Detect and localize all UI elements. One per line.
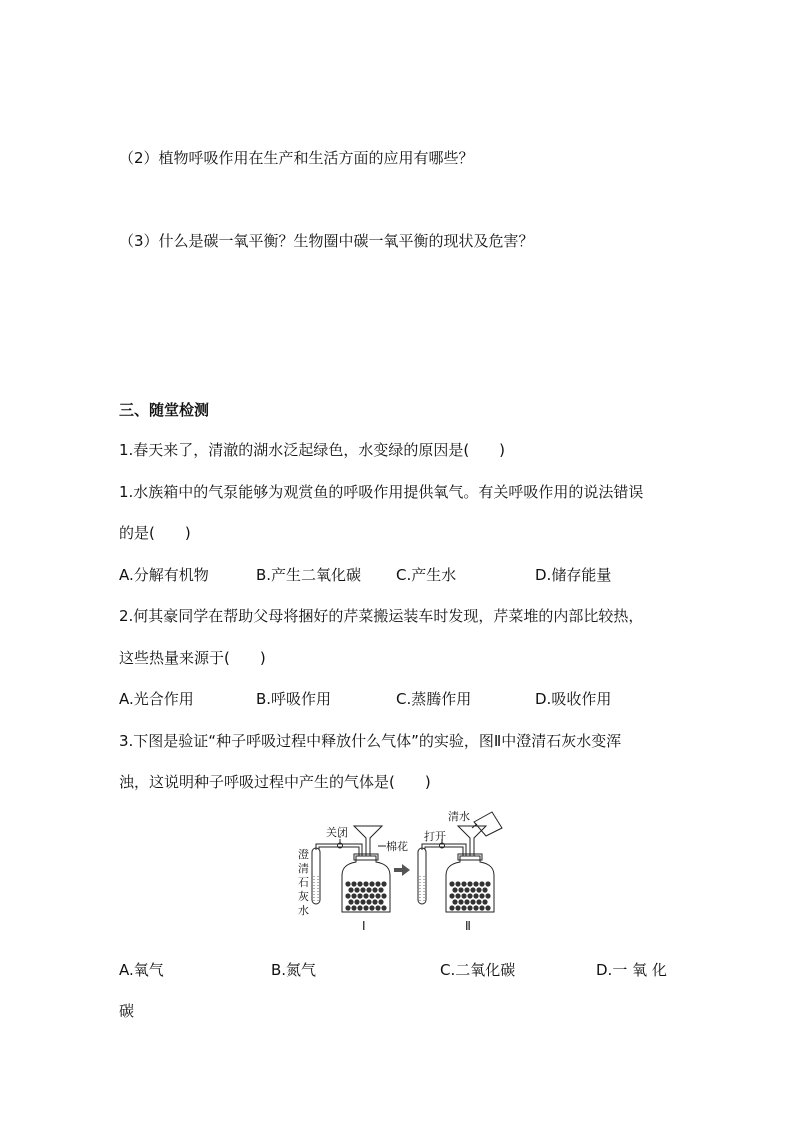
section-title: 三、随堂检测 (119, 401, 210, 419)
question-3-line1: 3.下图是验证“种子呼吸过程中释放什么气体”的实验，图Ⅱ中澄清石灰水变浑 (119, 732, 622, 750)
question-1a: 1.春天来了，清澈的湖水泛起绿色，水变绿的原因是( ) (119, 441, 506, 459)
figure-1-apparatus (312, 826, 390, 912)
q2-option-c: C.蒸腾作用 (396, 690, 472, 708)
q3-option-d: D.一 氧 化 (596, 961, 667, 979)
label-water: 清水 (448, 810, 470, 823)
q2-option-a: A.光合作用 (119, 690, 194, 708)
q2-option-b: B.呼吸作用 (256, 690, 332, 708)
q1b-option-d: D.储存能量 (535, 566, 612, 584)
label-lime-3: 石 (298, 876, 309, 889)
figure-2-seeds (449, 881, 490, 910)
q3-option-c: C.二氧化碳 (440, 961, 516, 979)
review-question-3: （3）什么是碳一氧平衡？生物圈中碳一氧平衡的现状及危害？ (119, 232, 534, 250)
label-lime-5: 水 (298, 904, 309, 917)
label-open: 打开 (424, 830, 446, 843)
q1b-option-c: C.产生水 (396, 566, 457, 584)
q3-option-a: A.氧气 (119, 961, 164, 979)
question-2-line1: 2.何其豪同学在帮助父母将捆好的芹菜搬运装车时发现，芹菜堆的内部比较热， (119, 607, 644, 625)
q3-option-b: B.氮气 (271, 961, 317, 979)
arrow-icon (394, 864, 410, 876)
label-lime-2: 清 (298, 862, 309, 875)
question-1b-line1: 1.水族箱中的气泵能够为观赏鱼的呼吸作用提供氧气。有关呼吸作用的说法错误 (119, 483, 644, 501)
label-closed: 关闭 (326, 826, 348, 839)
label-figure-2: Ⅱ (465, 919, 471, 933)
q3-option-d-continuation: 碳 (119, 1002, 135, 1020)
label-figure-1: Ⅰ (362, 919, 366, 933)
question-3-line2: 浊，这说明种子呼吸过程中产生的气体是( ) (119, 773, 431, 791)
label-cotton: 棉花 (386, 840, 408, 853)
question-2-line2: 这些热量来源于( ) (119, 649, 266, 667)
q1b-option-b: B.产生二氧化碳 (256, 566, 362, 584)
q1b-option-a: A.分解有机物 (119, 566, 209, 584)
label-lime-4: 灰 (298, 890, 309, 903)
review-question-2: （2）植物呼吸作用在生产和生活方面的应用有哪些？ (119, 149, 474, 167)
figure-1-seeds (345, 881, 386, 910)
label-lime-1: 澄 (298, 848, 309, 861)
experiment-figure (296, 806, 506, 936)
q2-option-d: D.吸收作用 (535, 690, 612, 708)
question-1b-line2: 的是( ) (119, 524, 191, 542)
